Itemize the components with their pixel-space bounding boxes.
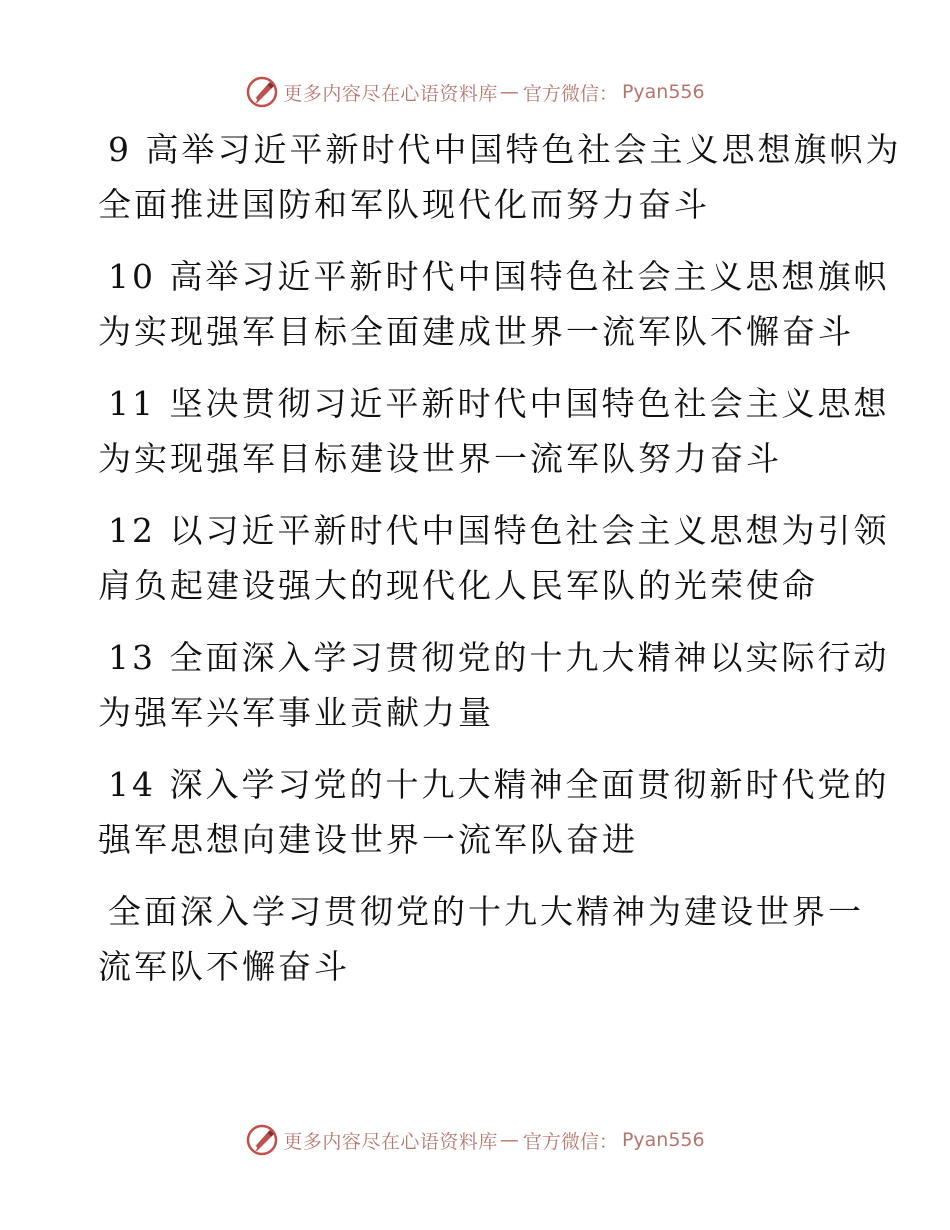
watermark-wechat-id: Pyan556 xyxy=(621,1129,705,1151)
slogan-line: 为实现强军目标全面建成世界一流军队不懈奋斗 xyxy=(98,312,854,351)
slogan-paragraph xyxy=(98,376,890,486)
slogan-line: 14 深入学习党的十九大精神全面贯彻新时代党的 xyxy=(108,765,890,804)
slogan-paragraph xyxy=(98,757,890,867)
slogan-line: 全面深入学习贯彻党的十九大精神为建设世界一 xyxy=(108,892,864,931)
slogan-paragraph xyxy=(98,122,902,232)
slogan-paragraph xyxy=(98,884,878,994)
slogan-paragraph xyxy=(98,630,890,740)
slogan-line: 10 高举习近平新时代中国特色社会主义思想旗帜 xyxy=(108,257,890,296)
pen-logo-icon xyxy=(245,75,279,109)
watermark-dash: — xyxy=(499,1129,519,1151)
slogan-line: 为实现强军目标建设世界一流军队努力奋斗 xyxy=(98,439,782,478)
slogan-line: 11 坚决贯彻习近平新时代中国特色社会主义思想 xyxy=(108,384,890,423)
slogan-line: 全面推进国防和军队现代化而努力奋斗 xyxy=(98,185,710,224)
document-body xyxy=(98,122,902,1011)
watermark-text: 更多内容尽在心语资料库 xyxy=(283,1130,498,1153)
pen-logo-icon xyxy=(245,1123,279,1157)
watermark-wechat-id: Pyan556 xyxy=(621,81,705,103)
slogan-line: 13 全面深入学习贯彻党的十九大精神以实际行动 xyxy=(108,638,890,677)
watermark-label: 官方微信： xyxy=(522,82,618,105)
slogan-line: 为强军兴军事业贡献力量 xyxy=(98,693,494,732)
slogan-line: 12 以习近平新时代中国特色社会主义思想为引领 xyxy=(108,511,890,550)
watermark-text: 更多内容尽在心语资料库 xyxy=(283,82,498,105)
slogan-line: 肩负起建设强大的现代化人民军队的光荣使命 xyxy=(98,566,818,605)
slogan-line: 强军思想向建设世界一流军队奋进 xyxy=(98,820,638,859)
watermark-label: 官方微信： xyxy=(522,1130,618,1153)
watermark-dash: — xyxy=(499,81,519,103)
slogan-paragraph xyxy=(98,249,890,359)
header-watermark xyxy=(0,72,950,112)
slogan-line: 流军队不懈奋斗 xyxy=(98,947,350,986)
footer-watermark xyxy=(0,1120,950,1160)
slogan-line: 9 高举习近平新时代中国特色社会主义思想旗帜为 xyxy=(108,130,902,169)
slogan-paragraph xyxy=(98,503,890,613)
